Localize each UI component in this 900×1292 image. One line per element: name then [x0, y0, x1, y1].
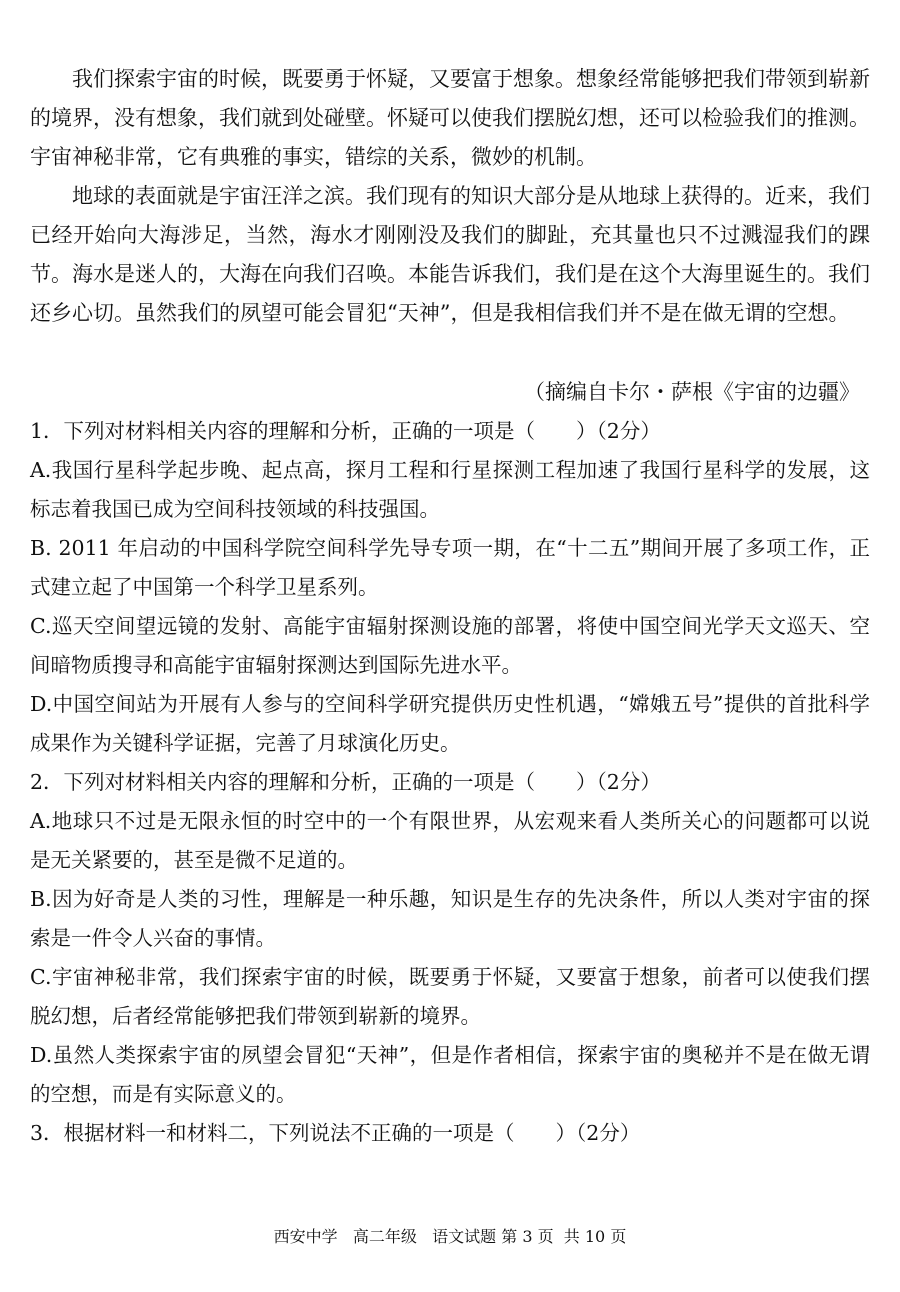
question-1 [30, 412, 870, 763]
question-list [30, 412, 870, 1153]
option-b: B.因为好奇是人类的习性，理解是一种乐趣，知识是生存的先决条件，所以人类对宇宙的探索是一件令人兴奋的事情。 [30, 887, 870, 950]
option-c: C.宇宙神秘非常，我们探索宇宙的时候，既要勇于怀疑，又要富于想象，前者可以使我们摆脱幻想，后者经常能够把我们带领到崭新的境界。 [30, 965, 870, 1028]
reading-passage [30, 60, 870, 333]
option-b: B. 2011 年启动的中国科学院空间科学先导专项一期，在“十二五”期间开展了多项工作，正式建立起了中国第一个科学卫星系列。 [30, 536, 870, 599]
option-d: D.虽然人类探索宇宙的夙望会冒犯“天神”，但是作者相信，探索宇宙的奥秘并不是在做无谓的空想，而是有实际意义的。 [30, 1043, 870, 1106]
option-a: A.地球只不过是无限永恒的时空中的一个有限世界，从宏观来看人类所关心的问题都可以说是无关紧要的，甚至是微不足道的。 [30, 809, 870, 872]
source-citation: （摘编自卡尔・萨根《宇宙的边疆》 [524, 380, 860, 404]
option-c: C.巡天空间望远镜的发射、高能宇宙辐射探测设施的部署，将使中国空间光学天文巡天、空间暗物质搜寻和高能宇宙辐射探测达到国际先进水平。 [30, 614, 870, 677]
question-stem: 1．下列对材料相关内容的理解和分析，正确的一项是（ ）（2分） [30, 419, 661, 443]
passage-paragraph-2: 地球的表面就是宇宙汪洋之滨。我们现有的知识大部分是从地球上获得的。近来，我们已经开始向大海涉足，当然，海水才刚刚没及我们的脚趾，充其量也只不过溅湿我们的踝节。海水是迷人的，大海在向我们召唤。本能告诉我们，我们是在这个大海里诞生的。我们还乡心切。虽然我们的夙望可能会冒犯“天神”，但是我相信我们并不是在做无谓的空想。 [30, 184, 870, 325]
option-a: A.我国行星科学起步晚、起点高，探月工程和行星探测工程加速了我国行星科学的发展，这标志着我国已成为空间科技领域的科技强国。 [30, 458, 870, 521]
question-stem: 2．下列对材料相关内容的理解和分析，正确的一项是（ ）（2分） [30, 770, 661, 794]
question-3 [30, 1114, 870, 1153]
question-2 [30, 763, 870, 1114]
page-footer: 西安中学 高二年级 语文试题 第 3 页 共 10 页 [273, 1227, 627, 1246]
option-d: D.中国空间站为开展有人参与的空间科学研究提供历史性机遇，“嫦娥五号”提供的首批科学成果作为关键科学证据，完善了月球演化历史。 [30, 692, 870, 755]
question-stem: 3．根据材料一和材料二，下列说法不正确的一项是（ ）（2分） [30, 1121, 641, 1145]
passage-paragraph-1: 我们探索宇宙的时候，既要勇于怀疑，又要富于想象。想象经常能够把我们带领到崭新的境界，没有想象，我们就到处碰壁。怀疑可以使我们摆脱幻想，还可以检验我们的推测。宇宙神秘非常，它有典雅的事实，错综的关系，微妙的机制。 [30, 67, 870, 169]
